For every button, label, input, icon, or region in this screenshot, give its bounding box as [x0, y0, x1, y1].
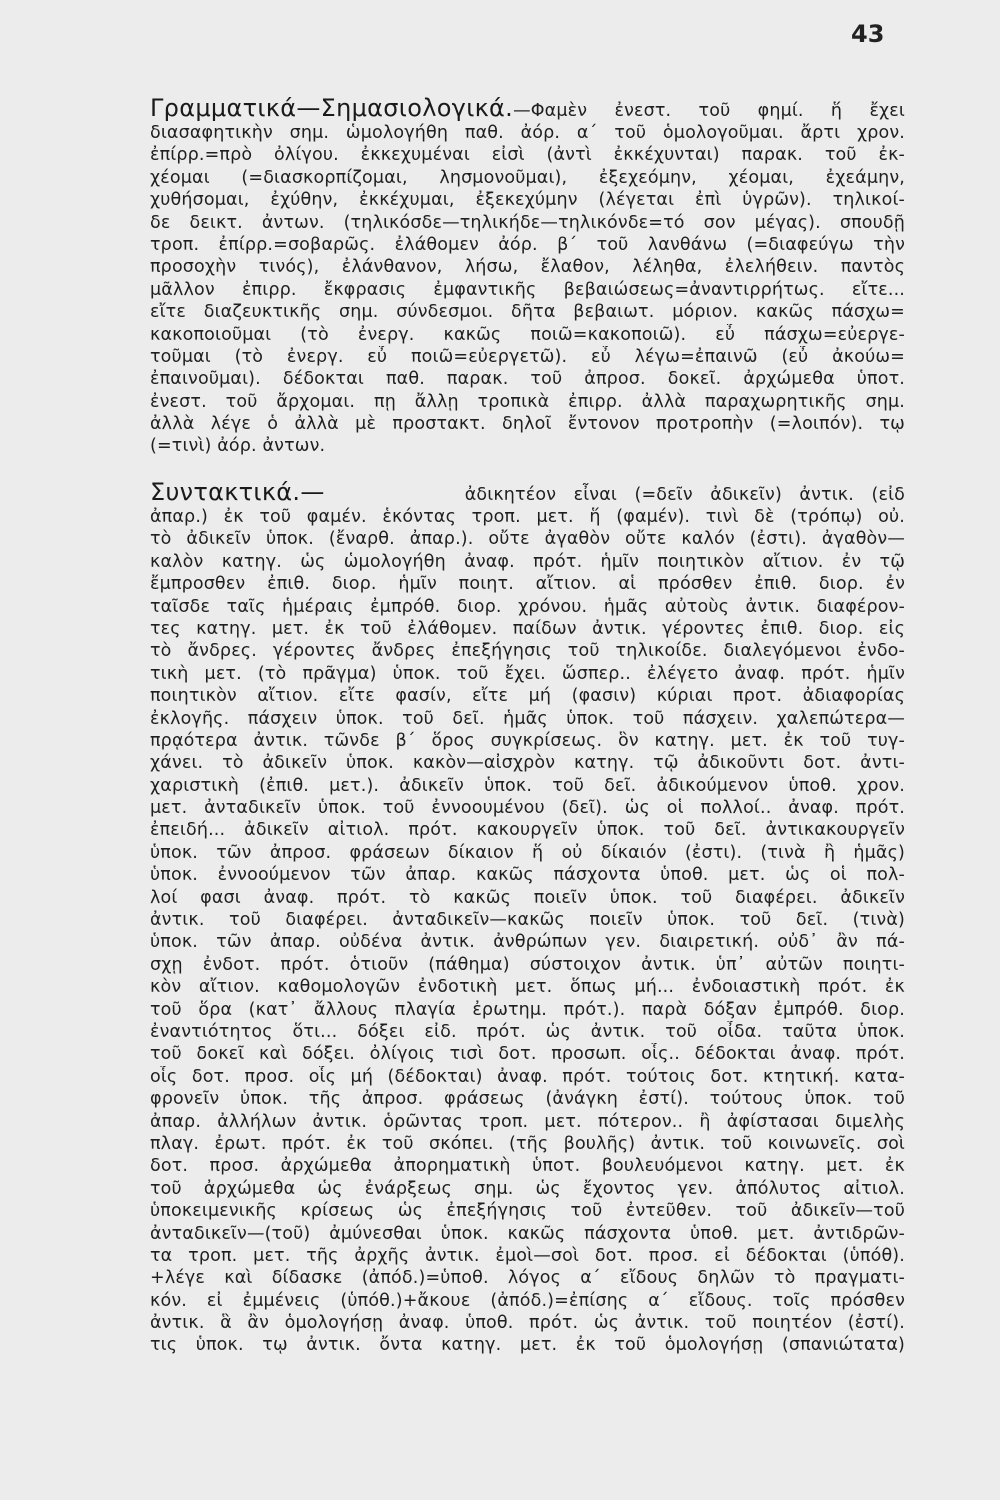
text-line: ταῖσδε ταῖς ἡμέραις ἐμπρόθ. διορ. χρόνου. ἡμᾶς αὐτοὺς ἀντικ. διαφέρον- [150, 596, 905, 617]
section-grammatical-semantic [150, 94, 905, 458]
text-line: ὑποκειμενικῆς κρίσεως ὡς ἐπεξήγησις τοῦ ἐντεῦθεν. τοῦ ἀδικεῖν—τοῦ [150, 1201, 905, 1222]
page-number: 43 [851, 20, 885, 48]
text-line: σχῃ ἐνδοτ. πρότ. ὁτιοῦν (πάθημα) σύστοιχον ἀντικ. ὑπ᾽ αὐτῶν ποιητι- [150, 954, 905, 975]
text-line: τα τροπ. μετ. τῆς ἀρχῆς ἀντικ. ἐμοὶ—σοὶ δοτ. προσ. εἰ δέδοκται (ὑπόθ). [150, 1245, 905, 1266]
text-line: κὸν αἴτιον. καθομολογῶν ἐνδοτικὴ μετ. ὅπως μή... ἐνδοιαστικὴ πρότ. ἐκ [150, 977, 905, 998]
text-line: χαριστικὴ (ἐπιθ. μετ.). ἀδικεῖν ὑποκ. τοῦ δεῖ. ἀδικούμενον ὑποθ. χρον. [150, 775, 905, 796]
text-line: πρᾳότερα ἀντικ. τῶνδε β΄ ὅρος συγκρίσεως. ὃν κατηγ. μετ. ἐκ τοῦ τυγ- [150, 730, 905, 751]
text-line: ἀνταδικεῖν—(τοῦ) ἀμύνεσθαι ὑποκ. κακῶς πάσχοντα ὑποθ. μετ. ἀντιδρῶν- [150, 1223, 905, 1244]
text-line: μᾶλλον ἐπιρρ. ἔκφρασις ἐμφαντικῆς βεβαιώσεως=ἀναντιρρήτως. εἴτε... [150, 279, 905, 300]
text-line: ὑποκ. τῶν ἀπροσ. φράσεων δίκαιον ἥ οὐ δίκαιόν (ἐστι). (τινὰ ἢ ἡμᾶς) [150, 842, 905, 863]
text-line: —Φαμὲν ἐνεστ. τοῦ φημί. ἥ ἔχει [513, 101, 905, 121]
text-line: ἐναντιότητος ὅτι... δόξει εἰδ. πρότ. ὡς ἀντικ. τοῦ οἶδα. ταῦτα ὑποκ. [150, 1021, 905, 1042]
text-line: ἐπαινοῦμαι). δέδοκται παθ. παρακ. τοῦ ἀπροσ. δοκεῖ. ἀρχώμεθα ὑποτ. [150, 369, 905, 390]
text-line: ποιητικὸν αἴτιον. εἴτε φασίν, εἴτε μή (φασιν) κύριαι προτ. ἀδιαφορίας [150, 686, 905, 707]
text-line: τοῦμαι (τὸ ἐνεργ. εὖ ποιῶ=εὐεργετῶ). εὖ λέγω=ἐπαινῶ (εὖ ἀκούω= [150, 346, 905, 367]
text-line: ἀπαρ. ἀλλήλων ἀντικ. ὁρῶντας τροπ. μετ. πότερον.. ἢ ἀφίστασαι διμελὴς [150, 1111, 905, 1132]
section-syntactic [150, 478, 905, 1357]
text-line: τὸ ἄνδρες. γέροντες ἄνδρες ἐπεξήγησις τοῦ τηλικοίδε. διαλεγόμενοι ἐνδο- [150, 641, 905, 662]
section-heading-line [150, 94, 905, 122]
text-line: χυθήσομαι, ἐχύθην, ἐκκέχυμαι, ἐξεκεχύμην (λέγεται ἐπὶ ὑγρῶν). τηλικοί- [150, 190, 905, 211]
text-line: ἀντικ. τοῦ διαφέρει. ἀνταδικεῖν—κακῶς ποιεῖν ὑποκ. τοῦ δεῖ. (τινὰ) [150, 910, 905, 931]
text-line: τοῦ ὅρα (κατ᾽ ἄλλους πλαγία ἐρωτημ. πρότ.). παρὰ δόξαν ἐμπρόθ. διορ. [150, 999, 905, 1020]
text-line: καλὸν κατηγ. ὡς ὡμολογήθη ἀναφ. πρότ. ἡμῖν ποιητικὸν αἴτιον. ἐν τῷ [150, 551, 905, 572]
text-line: προσοχὴν τινός), ἐλάνθανον, λήσω, ἔλαθον, λέληθα, ἐλελήθειν. παντὸς [150, 257, 905, 278]
text-line: +λέγε καὶ δίδασκε (ἀπόδ.)=ὑποθ. λόγος α΄ εἴδους δηλῶν τὸ πραγματι- [150, 1268, 905, 1289]
text-line: ἀπαρ.) ἐκ τοῦ φαμέν. ἑκόντας τροπ. μετ. ἥ (φαμέν). τινὶ δὲ (τρόπῳ) οὐ. [150, 507, 905, 527]
text-line: κόν. εἰ ἐμμένεις (ὑπόθ.)+ἄκουε (ἀπόδ.)=ἐπίσης α΄ εἴδους. τοῖς πρόσθεν [150, 1290, 905, 1311]
text-line: χέομαι (=διασκορπίζομαι, λησμονοῦμαι), ἐξεχεόμην, χέομαι, ἐχεάμην, [150, 167, 905, 188]
section-heading: Γραμματικά—Σημασιολογικά. [150, 94, 514, 122]
text-line: (=τινὶ) ἀόρ. ἀντων. [150, 436, 326, 457]
text-line: τοῦ δοκεῖ καὶ δόξει. ὀλίγοις τισὶ δοτ. προσωπ. οἷς.. δέδοκται ἀναφ. πρότ. [150, 1044, 905, 1065]
text-line: ἐκλογῆς. πάσχειν ὑποκ. τοῦ δεῖ. ἡμᾶς ὑποκ. τοῦ πάσχειν. χαλεπώτερα— [150, 708, 905, 729]
text-line: οἷς δοτ. προσ. οἷς μή (δέδοκται) ἀναφ. πρότ. τούτοις δοτ. κτητική. κατα- [150, 1066, 905, 1087]
text-line: μετ. ἀνταδικεῖν ὑποκ. τοῦ ἐννοουμένου (δεῖ). ὡς οἱ πολλοί.. ἀναφ. πρότ. [150, 798, 905, 819]
text-line: χάνει. τὸ ἀδικεῖν ὑποκ. κακὸν—αἰσχρὸν κατηγ. τῷ ἀδικοῦντι δοτ. ἀντι- [150, 753, 905, 774]
text-line: ἀδικητέον εἶναι (=δεῖν ἀδικεῖν) ἀντικ. (εἰδ [464, 485, 905, 505]
text-line: ὑποκ. ἐννοούμενον τῶν ἀπαρ. κακῶς πάσχοντα ὑποθ. μετ. ὡς οἱ πολ- [150, 865, 905, 886]
text-line: εἴτε διαζευκτικῆς σημ. σύνδεσμοι. δῆτα βεβαιωτ. μόριον. κακῶς πάσχω= [150, 302, 905, 323]
text-line: ἀλλὰ λέγε ὁ ἀλλὰ μὲ προστακτ. δηλοῖ ἔντονον προτροπὴν (=λοιπόν). τῳ [150, 414, 905, 435]
text-line: τικὴ μετ. (τὸ πρᾶγμα) ὑποκ. τοῦ ἔχει. ὥσπερ.. ἐλέγετο ἀναφ. πρότ. ἡμῖν [150, 663, 905, 684]
text-line: πλαγ. ἐρωτ. πρότ. ἐκ τοῦ σκόπει. (τῆς βουλῆς) ἀντικ. τοῦ κοινωνεῖς. σοὶ [150, 1133, 905, 1154]
text-line: ὑποκ. τῶν ἀπαρ. οὐδένα ἀντικ. ἀνθρώπων γεν. διαιρετική. οὐδ᾽ ἂν πά- [150, 932, 905, 953]
text-line: τες κατηγ. μετ. ἐκ τοῦ ἐλάθομεν. παίδων ἀντικ. γέροντες ἐπιθ. διορ. εἰς [150, 618, 905, 639]
text-line: τοῦ ἀρχώμεθα ὡς ἐνάρξεως σημ. ὡς ἔχοντος γεν. ἀπόλυτος αἰτιολ. [150, 1178, 905, 1199]
text-line: κακοποιοῦμαι (τὸ ἐνεργ. κακῶς ποιῶ=κακοποιῶ). εὖ πάσχω=εὐεργε- [150, 324, 905, 345]
text-line: ἐπειδή... ἀδικεῖν αἰτιολ. πρότ. κακουργεῖν ὑποκ. τοῦ δεῖ. ἀντικακουργεῖν [150, 820, 905, 841]
text-line: ἔμπροσθεν ἐπιθ. διορ. ἡμῖν ποιητ. αἴτιον. αἱ πρόσθεν ἐπιθ. διορ. ἐν [150, 574, 905, 595]
text-line: δοτ. προσ. ἀρχώμεθα ἀπορηματικὴ ὑποτ. βουλευόμενοι κατηγ. μετ. ἐκ [150, 1156, 905, 1177]
text-line: ἐπίρρ.=πρὸ ὀλίγου. ἐκκεχυμέναι εἰσὶ (ἀντὶ ἐκκέχυνται) παρακ. τοῦ ἐκ- [150, 145, 905, 166]
section-heading: Συντακτικά.— [150, 478, 325, 506]
text-line: τις ὑποκ. τῳ ἀντικ. ὄντα κατηγ. μετ. ἐκ τοῦ ὁμολογήσῃ (σπανιώτατα) [150, 1335, 905, 1356]
text-line: λοί φασι ἀναφ. πρότ. τὸ κακῶς ποιεῖν ὑποκ. τοῦ διαφέρει. ἀδικεῖν [150, 887, 905, 908]
text-line: τροπ. ἐπίρρ.=σοβαρῶς. ἐλάθομεν ἀόρ. β΄ τοῦ λανθάνω (=διαφεύγω τὴν [150, 234, 905, 255]
text-line: δε δεικτ. ἀντων. (τηλικόσδε—τηλικήδε—τηλικόνδε=τό σον μέγας). σπουδῇ [150, 212, 905, 233]
text-line: διασαφητικὴν σημ. ὡμολογήθη παθ. ἀόρ. α΄ τοῦ ὁμολογοῦμαι. ἄρτι χρον. [150, 123, 905, 143]
text-line: ἐνεστ. τοῦ ἄρχομαι. πῃ ἄλλῃ τροπικὰ ἐπιρρ. ἀλλὰ παραχωρητικῆς σημ. [150, 391, 905, 412]
text-line: τὸ ἀδικεῖν ὑποκ. (ἔναρθ. ἀπαρ.). οὔτε ἀγαθὸν οὔτε καλόν (ἐστι). ἀγαθὸν— [150, 529, 905, 550]
text-line: φρονεῖν ὑποκ. τῆς ἀπροσ. φράσεως (ἀνάγκη ἐστί). τούτους ὑποκ. τοῦ [150, 1089, 905, 1110]
section-heading-line [150, 478, 905, 506]
text-line: ἀντικ. ἃ ἂν ὁμολογήσῃ ἀναφ. ὑποθ. πρότ. ὡς ἀντικ. τοῦ ποιητέον (ἐστί). [150, 1313, 905, 1334]
